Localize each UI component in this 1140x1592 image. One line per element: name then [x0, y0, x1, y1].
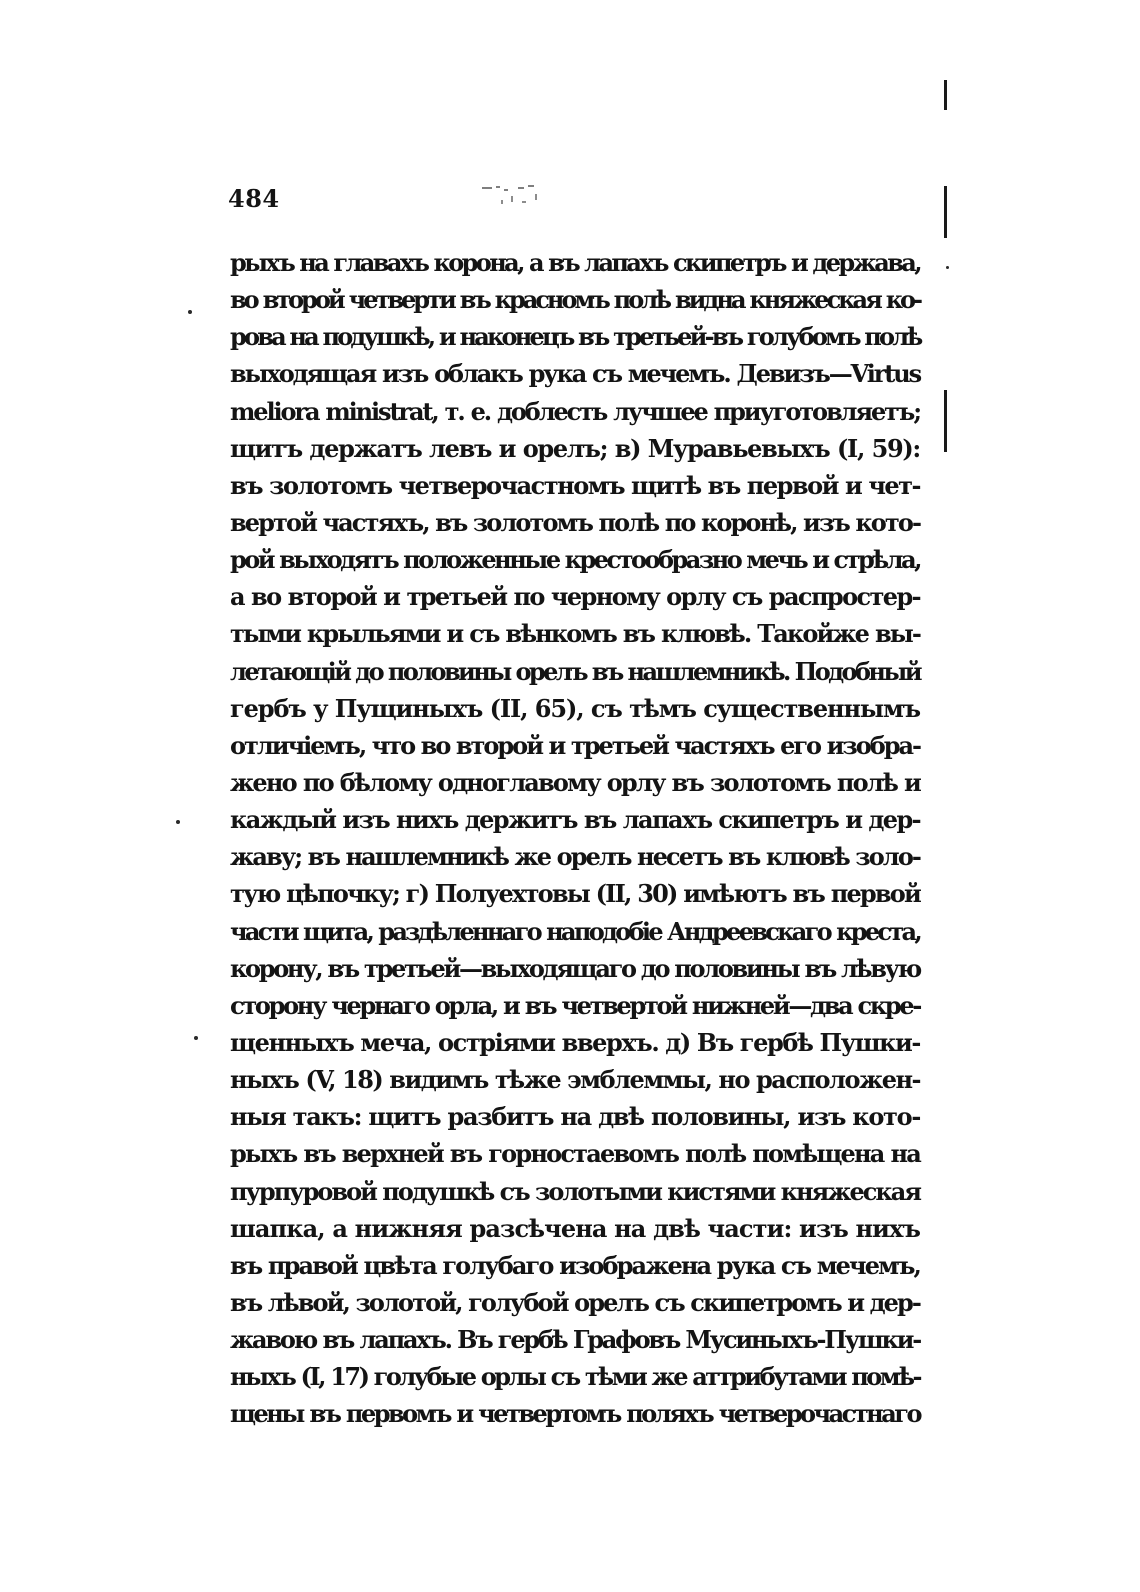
text-line: въ лѣвой, золотой, голубой орелъ съ скипетромъ и дер- [230, 1287, 920, 1317]
text-line: корону, въ третьей—выходящаго до половины въ лѣвую [230, 953, 920, 983]
text-line: въ золотомъ четверочастномъ щитѣ въ первой и чет- [230, 470, 920, 500]
text-line: щенныхъ меча, остріями вверхъ. д) Въ гербѣ Пушки- [230, 1027, 920, 1057]
text-line: тыми крыльями и съ вѣнкомъ въ клювѣ. Такойже вы- [230, 619, 920, 649]
text-line: во второй четверти въ красномъ полѣ видна княжеская ко- [230, 285, 920, 315]
text-line: ныхъ (I, 17) голубые орлы съ тѣми же аттрибутами помѣ- [230, 1362, 920, 1392]
text-line: пурпуровой подушкѣ съ золотыми кистями княжеская [230, 1176, 920, 1206]
text-line: вертой частяхъ, въ золотомъ полѣ по коронѣ, изъ кото- [230, 507, 921, 537]
margin-rule-mark [944, 80, 947, 110]
margin-rule-mark [944, 186, 947, 238]
text-line: отличіемъ, что во второй и третьей частяхъ его изобра- [230, 730, 920, 760]
text-line: рыхъ на главахъ корона, а въ лапахъ скипетръ и держава, [230, 248, 920, 277]
text-line: тую цѣпочку; г) Полуехтовы (II, 30) имѣютъ въ первой [230, 879, 920, 909]
text-line: каждый изъ нихъ держитъ въ лапахъ скипетръ и дер- [230, 805, 920, 835]
text-line: ныхъ (V, 18) видимъ тѣже эмблеммы, но расположен- [230, 1065, 920, 1095]
text-line: щитъ держатъ левъ и орелъ; в) Муравьевыхъ (I, 59): [230, 433, 920, 463]
body-text [230, 244, 920, 1433]
margin-speck [176, 820, 180, 824]
text-line: рыхъ въ верхней въ горностаевомъ полѣ помѣщена на [230, 1139, 920, 1169]
text-line: части щита, раздѣленнаго наподобіе Андреевскаго креста, [230, 916, 920, 946]
margin-speck [188, 310, 192, 314]
text-line: сторону чернаго орла, и въ четвертой нижней—два скре- [230, 990, 920, 1020]
text-line: жавою въ лапахъ. Въ гербѣ Графовъ Мусиныхъ-Пушки- [230, 1325, 920, 1355]
text-line: гербъ у Пущиныхъ (II, 65), съ тѣмъ существеннымъ [230, 693, 920, 723]
margin-rule-mark [944, 390, 947, 452]
text-line: meliora ministrat, т. е. доблесть лучшее приуготовляетъ; [230, 396, 920, 426]
header-ornament [478, 180, 544, 210]
text-line: въ правой цвѣта голубаго изображена рука съ мечемъ, [230, 1250, 920, 1280]
text-line: шапка, а нижняя разсѣчена на двѣ части: изъ нихъ [230, 1213, 920, 1243]
text-line: рой выходятъ положенные крестообразно мечь и стрѣла, [230, 545, 920, 575]
text-line: щены въ первомъ и четвертомъ поляхъ четверочастнаго [230, 1399, 920, 1429]
page-number: 484 [228, 184, 280, 213]
text-line: летающій до половины орелъ въ нашлемникѣ. Подобный [230, 656, 920, 686]
text-line: выходящая изъ облакъ рука съ мечемъ. Девизъ—Virtus [230, 359, 920, 389]
text-line: рова на подушкѣ, и наконецъ въ третьей-въ голубомъ полѣ [230, 322, 921, 352]
text-line: жено по бѣлому одноглавому орлу въ золотомъ полѣ и [230, 767, 920, 797]
text-line: ныя такъ: щитъ разбитъ на двѣ половины, изъ кото- [230, 1102, 920, 1132]
text-line: а во второй и третьей по черному орлу съ распростер- [230, 582, 920, 612]
text-line: жаву; въ нашлемникѣ же орелъ несетъ въ клювѣ золо- [230, 842, 920, 872]
margin-speck [194, 1036, 198, 1040]
margin-speck [946, 266, 949, 269]
